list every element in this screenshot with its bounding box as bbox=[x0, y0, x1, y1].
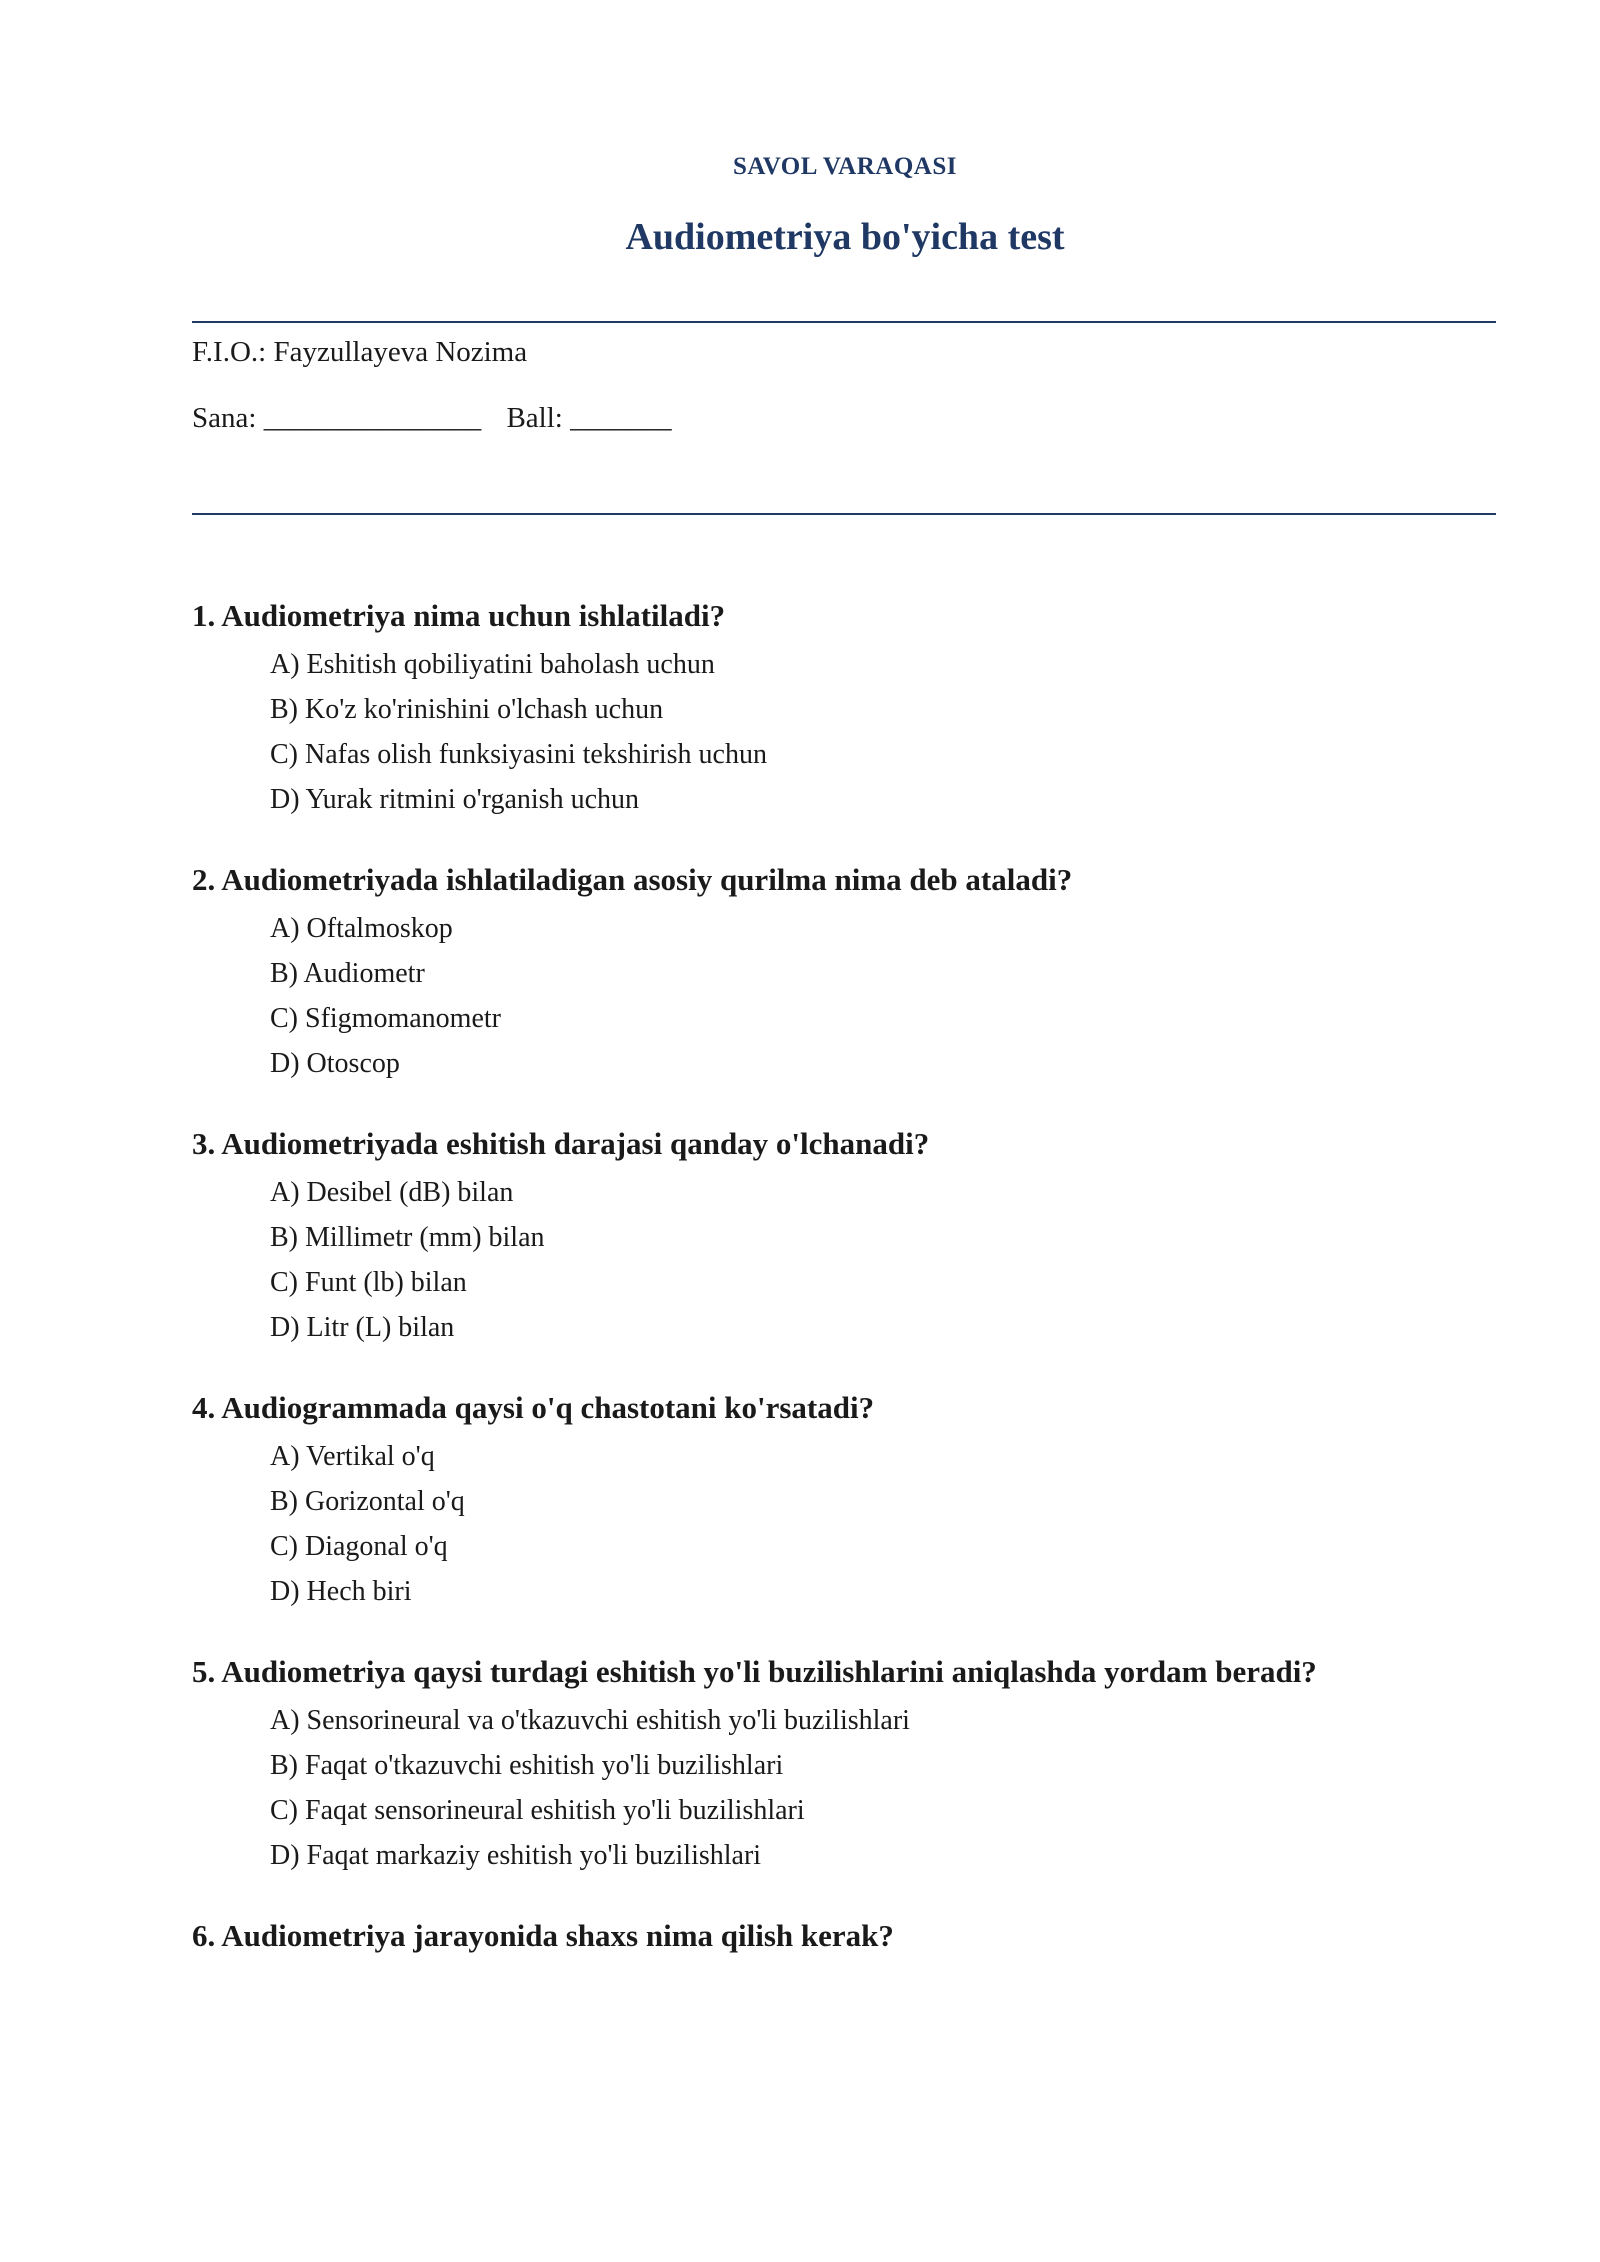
option-c: C) Faqat sensorineural eshitish yo'li buzilishlari bbox=[270, 1795, 805, 1826]
option-a: A) Sensorineural va o'tkazuvchi eshitish yo'li buzilishlari bbox=[270, 1705, 910, 1736]
score-blank: _______ bbox=[570, 402, 672, 434]
option-a: A) Oftalmoskop bbox=[270, 913, 453, 944]
option-b: B) Gorizontal o'q bbox=[270, 1486, 465, 1517]
question-2 bbox=[192, 858, 1512, 1086]
question-text: 3. Audiometriyada eshitish darajasi qanday o'lchanadi? bbox=[192, 1126, 930, 1161]
option-d: D) Faqat markaziy eshitish yo'li buzilishlari bbox=[270, 1840, 762, 1871]
question-text: 4. Audiogrammada qaysi o'q chastotani ko'rsatadi? bbox=[192, 1390, 875, 1425]
question-list bbox=[192, 594, 1512, 1994]
score-label: Ball: bbox=[506, 402, 563, 434]
option-b: B) Audiometr bbox=[270, 958, 425, 989]
question-text: 2. Audiometriyada ishlatiladigan asosiy qurilma nima deb ataladi? bbox=[192, 862, 1073, 897]
question-3 bbox=[192, 1122, 1512, 1350]
option-c: C) Diagonal o'q bbox=[270, 1531, 448, 1562]
option-d: D) Litr (L) bilan bbox=[270, 1312, 455, 1343]
option-list bbox=[270, 1434, 1512, 1614]
option-d: D) Otoscop bbox=[270, 1048, 400, 1079]
option-a: A) Vertikal o'q bbox=[270, 1441, 435, 1472]
option-list bbox=[270, 1698, 1512, 1878]
date-score-row bbox=[192, 402, 672, 435]
option-b: B) Millimetr (mm) bilan bbox=[270, 1222, 545, 1253]
option-b: B) Ko'z ko'rinishini o'lchash uchun bbox=[270, 694, 664, 725]
option-b: B) Faqat o'tkazuvchi eshitish yo'li buzilishlari bbox=[270, 1750, 784, 1781]
question-text: 1. Audiometriya nima uchun ishlatiladi? bbox=[192, 598, 726, 633]
question-1 bbox=[192, 594, 1512, 822]
option-list bbox=[270, 906, 1512, 1086]
student-name: F.I.O.: Fayzullayeva Nozima bbox=[192, 336, 528, 368]
question-5 bbox=[192, 1650, 1512, 1878]
bottom-divider bbox=[192, 513, 1496, 515]
document-title: Audiometriya bo'yicha test bbox=[625, 216, 1065, 258]
option-d: D) Hech biri bbox=[270, 1576, 412, 1607]
question-text: 5. Audiometriya qaysi turdagi eshitish yo'li buzilishlarini aniqlashda yordam beradi? bbox=[192, 1654, 1317, 1689]
option-a: A) Desibel (dB) bilan bbox=[270, 1177, 514, 1208]
option-list bbox=[270, 1170, 1512, 1350]
option-d: D) Yurak ritmini o'rganish uchun bbox=[270, 784, 639, 815]
option-c: C) Funt (lb) bilan bbox=[270, 1267, 467, 1298]
date-blank: _______________ bbox=[263, 402, 482, 434]
option-c: C) Nafas olish funksiyasini tekshirish uchun bbox=[270, 739, 767, 770]
question-text: 6. Audiometriya jarayonida shaxs nima qilish kerak? bbox=[192, 1918, 894, 1953]
document-label: SAVOL VARAQASI bbox=[733, 153, 957, 180]
option-c: C) Sfigmomanometr bbox=[270, 1003, 501, 1034]
top-divider bbox=[192, 321, 1496, 323]
question-4 bbox=[192, 1386, 1512, 1614]
date-label: Sana: bbox=[192, 402, 257, 434]
option-a: A) Eshitish qobiliyatini baholash uchun bbox=[270, 649, 715, 680]
option-list bbox=[270, 642, 1512, 822]
question-6 bbox=[192, 1914, 1512, 1958]
